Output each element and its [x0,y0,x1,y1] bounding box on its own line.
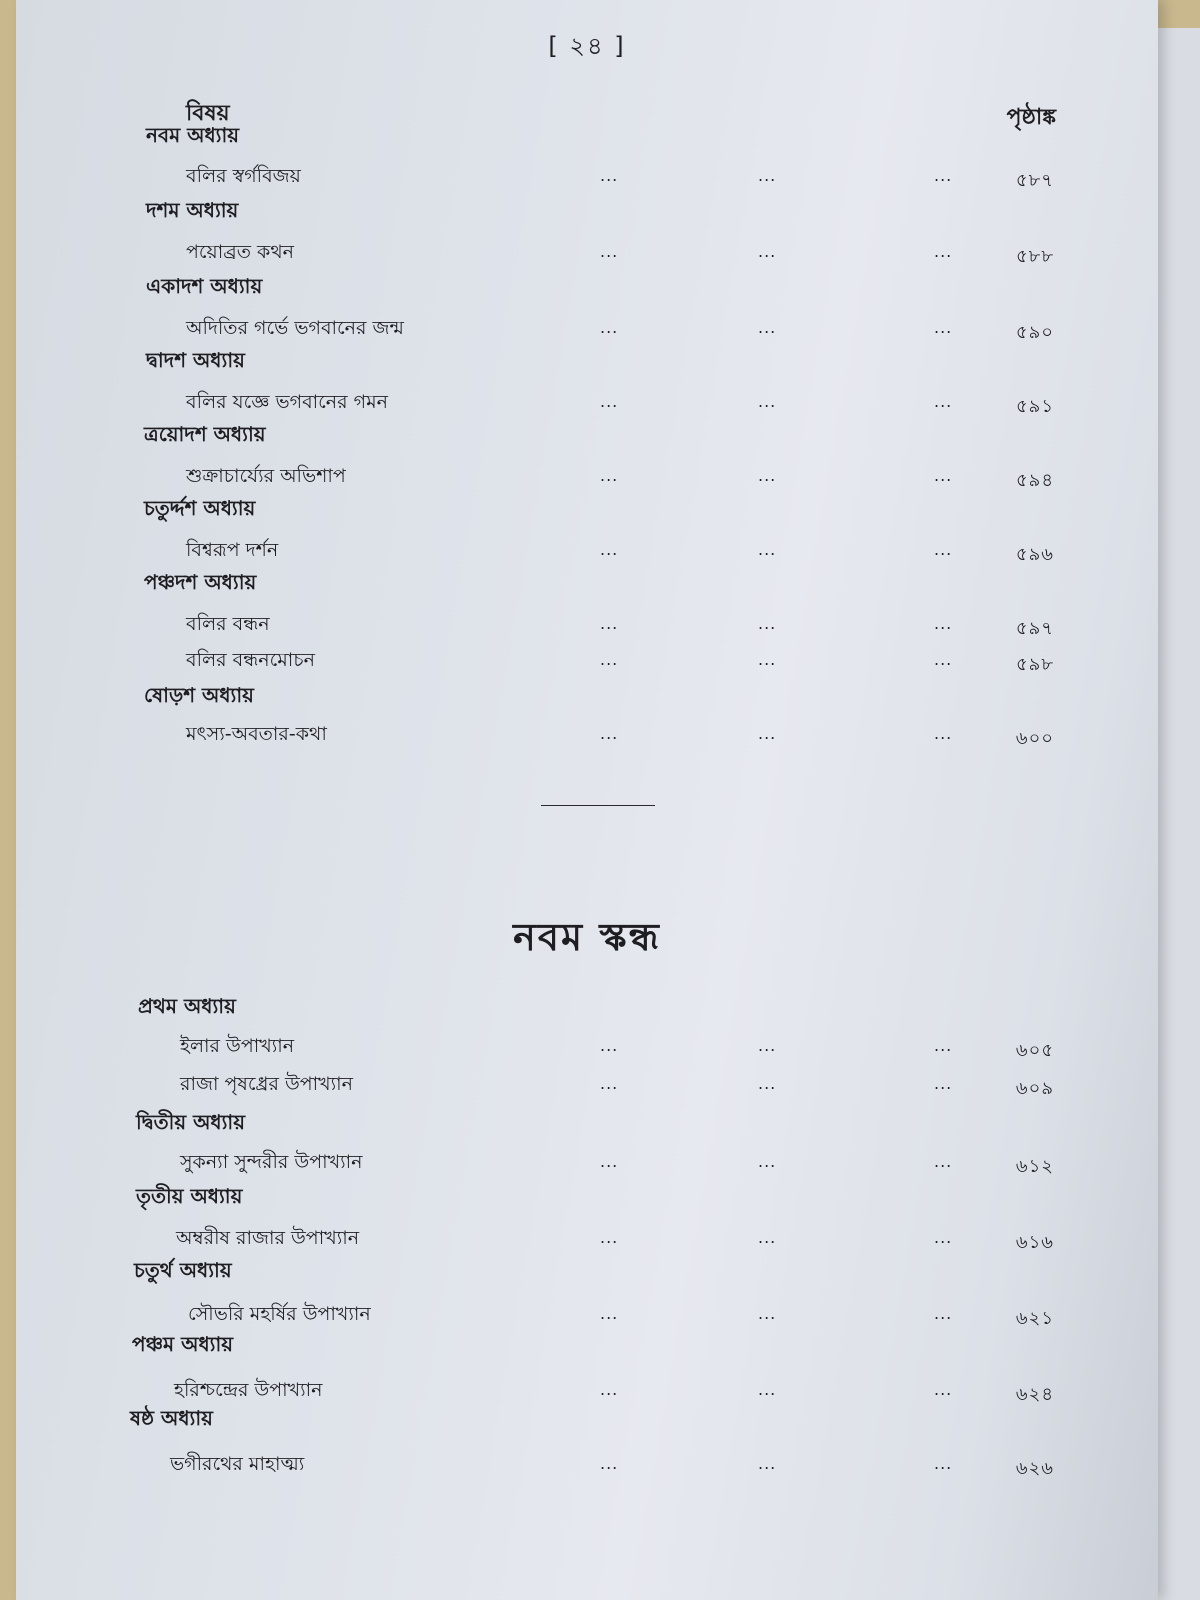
before-chapter-heading: চতুর্দ্দশ অধ্যায় [144,496,256,520]
leader-dots: ... [934,724,953,743]
entry-page-number: ৬১২ [1015,1156,1054,1177]
leader-dots: ... [758,540,777,559]
leader-dots: ... [600,1152,619,1171]
leader-dots: ... [934,650,953,669]
leader-dots: ... [758,1036,777,1055]
leader-dots: ... [934,166,953,185]
entry-title: পয়োব্রত কথন [186,241,294,263]
page-column-header: পৃষ্ঠাঙ্ক [1006,105,1056,130]
leader-dots: ... [934,392,953,411]
after-chapter-heading: চতুর্থ অধ্যায় [134,1258,232,1282]
leader-dots: ... [934,614,953,633]
toc-after [16,0,1158,1600]
leader-dots: ... [600,1454,619,1473]
after-chapter-heading: প্রথম অধ্যায় [138,994,236,1018]
leader-dots: ... [600,242,619,261]
entry-title: বলির স্বর্গবিজয় [186,165,301,187]
leader-dots: ... [758,1380,777,1399]
leader-dots: ... [758,650,777,669]
leader-dots: ... [600,540,619,559]
leader-dots: ... [758,166,777,185]
entry-title: শুক্রাচার্য্যের অভিশাপ [186,465,346,487]
leader-dots: ... [758,1454,777,1473]
leader-dots: ... [934,1304,953,1323]
leader-dots: ... [600,1036,619,1055]
entry-title: বলির বন্ধনমোচন [186,649,315,671]
entry-title: ইলার উপাখ্যান [180,1035,295,1057]
entry-title: বলির বন্ধন [186,613,270,635]
leader-dots: ... [934,466,953,485]
entry-title: হরিশ্চন্দ্রের উপাখ্যান [174,1379,323,1401]
before-chapter-heading: পঞ্চদশ অধ্যায় [144,570,257,594]
after-chapter-heading: ষষ্ঠ অধ্যায় [130,1406,213,1430]
entry-page-number: ৬০০ [1015,728,1054,749]
book-page [16,0,1158,1600]
entry-title: অদিতির গর্ভে ভগবানের জন্ম [186,317,404,339]
leader-dots: ... [600,1228,619,1247]
entry-page-number: ৬০৯ [1015,1078,1054,1099]
leader-dots: ... [934,1454,953,1473]
leader-dots: ... [600,1380,619,1399]
entry-page-number: ৫৯৪ [1015,470,1054,491]
toc-entry [16,1450,1158,1480]
subject-column-header: বিষয় [186,101,230,126]
entry-page-number: ৫৯০ [1015,322,1054,343]
toc-entry [16,1148,1158,1178]
entry-title: সুকন্যা সুন্দরীর উপাখ্যান [180,1151,363,1173]
toc-entry [16,1376,1158,1406]
entry-page-number: ৫৮৮ [1015,246,1054,267]
leader-dots: ... [758,1152,777,1171]
leader-dots: ... [758,614,777,633]
leader-dots: ... [934,540,953,559]
toc-entry [16,1070,1158,1100]
before-chapter-heading: দ্বাদশ অধ্যায় [146,348,245,372]
before-chapter-heading: ত্রয়োদশ অধ্যায় [144,422,266,446]
toc-entry [16,1224,1158,1254]
leader-dots: ... [758,466,777,485]
after-chapter-heading: দ্বিতীয় অধ্যায় [136,1110,245,1134]
after-chapter-heading: পঞ্চম অধ্যায় [132,1332,234,1356]
entry-title: অম্বরীষ রাজার উপাখ্যান [176,1227,360,1249]
entry-title: বিশ্বরূপ দর্শন [186,539,279,561]
entry-title: সৌভরি মহর্ষির উপাখ্যান [188,1303,371,1325]
section-title: নবম স্কন্ধ [513,915,661,959]
leader-dots: ... [934,1152,953,1171]
leader-dots: ... [758,1228,777,1247]
leader-dots: ... [758,724,777,743]
entry-page-number: ৬২৬ [1015,1458,1054,1479]
leader-dots: ... [934,1074,953,1093]
before-chapter-heading: একাদশ অধ্যায় [146,274,263,298]
leader-dots: ... [758,1304,777,1323]
after-chapter-heading: তৃতীয় অধ্যায় [136,1184,243,1208]
leader-dots: ... [600,166,619,185]
before-chapter-heading: ষোড়শ অধ্যায় [144,683,254,707]
leader-dots: ... [600,724,619,743]
entry-page-number: ৫৯১ [1015,396,1054,417]
leader-dots: ... [600,650,619,669]
leader-dots: ... [934,242,953,261]
entry-title: মৎস্য-অবতার-কথা [186,723,327,745]
entry-page-number: ৬০৫ [1015,1040,1054,1061]
leader-dots: ... [934,1228,953,1247]
leader-dots: ... [934,1380,953,1399]
before-chapter-heading: নবম অধ্যায় [146,123,240,147]
leader-dots: ... [758,392,777,411]
entry-title: রাজা পৃষধ্রের উপাখ্যান [180,1073,353,1095]
entry-page-number: ৬২১ [1015,1308,1054,1329]
entry-page-number: ৫৯৬ [1015,544,1054,565]
leader-dots: ... [600,1074,619,1093]
leader-dots: ... [934,318,953,337]
entry-page-number: ৬২৪ [1015,1384,1054,1405]
leader-dots: ... [758,242,777,261]
leader-dots: ... [758,318,777,337]
entry-page-number: ৫৯৮ [1015,654,1054,675]
page-number: [ ২৪ ] [548,32,626,60]
leader-dots: ... [600,466,619,485]
entry-page-number: ৬১৬ [1015,1232,1054,1253]
toc-entry [16,1032,1158,1062]
leader-dots: ... [758,1074,777,1093]
toc-entry [16,1300,1158,1330]
leader-dots: ... [600,318,619,337]
entry-title: বলির যজ্ঞে ভগবানের গমন [186,391,388,413]
leader-dots: ... [600,1304,619,1323]
leader-dots: ... [934,1036,953,1055]
leader-dots: ... [600,614,619,633]
leader-dots: ... [600,392,619,411]
entry-page-number: ৫৮৭ [1015,170,1054,191]
entry-page-number: ৫৯৭ [1015,618,1054,639]
before-chapter-heading: দশম অধ্যায় [146,198,239,222]
entry-title: ভগীরথের মাহাত্ম্য [170,1453,305,1475]
